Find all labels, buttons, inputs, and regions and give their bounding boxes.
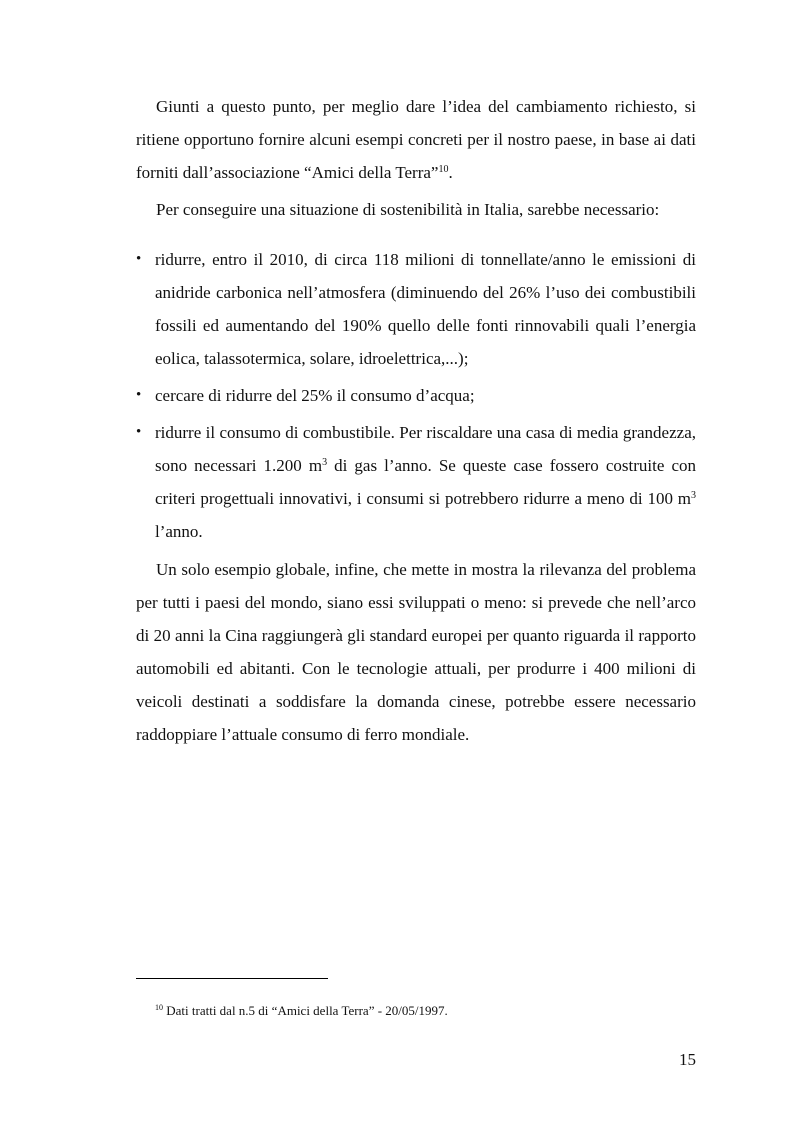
footnote-number: 10 [155,1003,163,1012]
bullet-item-fuel [136,416,696,548]
paragraph-intro-text: Giunti a questo punto, per meglio dare l’idea del cambiamento richiesto, si ritiene opportuno fornire alcuni esempi concreti per il nostro paese, in base ai dati forniti dall’associazione “Amici della Terra” [136,97,696,182]
paragraph-global-example: Un solo esempio globale, infine, che mette in mostra la rilevanza del problema per tutti i paesi del mondo, siano essi sviluppati o meno: si prevede che nell’arco di 20 anni la Cina raggiungerà gli standard europei per quanto riguarda il rapporto automobili ed abitanti. Con le tecnologie attuali, per produrre i 400 milioni di veicoli destinati a soddisfare la domanda cinese, potrebbe essere necessario raddoppiare l’attuale consumo di ferro mondiale. [136,560,696,744]
page-body [136,90,696,751]
bullet-text-part: di gas l’anno. Se queste case fossero costruite con criteri progettuali innovativi, i consumi si potrebbero ridurre a meno di 100 m [155,456,696,508]
footnote [155,1003,448,1019]
footnote-reference[interactable]: 10 [438,164,449,175]
paragraph-sustainability: Per conseguire una situazione di sostenibilità in Italia, sarebbe necessario: [156,200,660,219]
bullet-text: cercare di ridurre del 25% il consumo d’acqua; [155,386,475,405]
bullet-icon: • [136,424,142,440]
footnote-divider [136,978,328,979]
bullet-icon: • [136,387,142,403]
footnote-text: Dati tratti dal n.5 di “Amici della Terra” - 20/05/1997. [163,1003,448,1018]
paragraph-intro [136,90,696,189]
bullet-icon: • [136,251,142,267]
bullet-item-co2 [136,243,696,375]
bullet-text-part: ridurre il consumo di combustibile. Per riscaldare una casa di media grandezza, sono necessari 1.200 m [155,423,696,475]
paragraph-intro-end: . [448,163,453,182]
page-number: 15 [679,1050,696,1069]
bullet-text-part: l’anno. [155,522,203,541]
bullet-item-water [136,379,696,412]
bullet-text: ridurre, entro il 2010, di circa 118 milioni di tonnellate/anno le emissioni di anidride carbonica nell’atmosfera (diminuendo del 26% l’uso dei combustibili fossili ed aumentando del 190% quello delle fonti rinnovabili quali l’energia eolica, talassotermica, solare, idroelettrica,...); [155,250,696,368]
superscript: 3 [691,490,696,501]
bullet-text [155,423,696,541]
superscript: 3 [322,457,328,468]
